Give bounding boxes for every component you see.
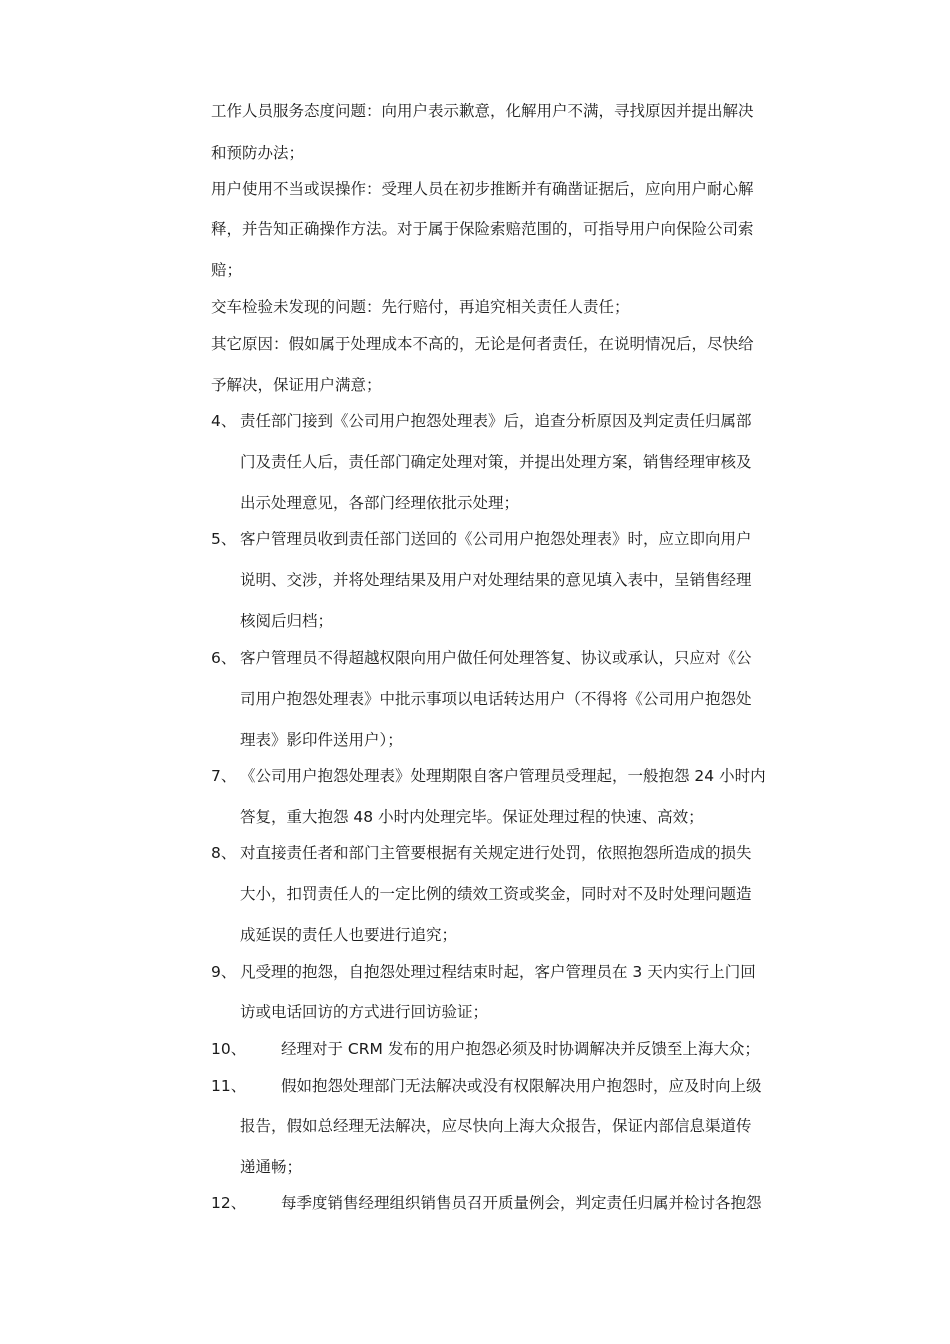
list-item-line: 客户管理员收到责任部门送回的《公司用户抱怨处理表》时，应立即向用户 — [240, 530, 752, 548]
text-line: 用户使用不当或误操作：受理人员在初步推断并有确凿证据后，应向用户耐心解 — [211, 180, 754, 198]
list-item-line: 核阅后归档； — [240, 612, 334, 630]
list-item-line: 说明、交涉，并将处理结果及用户对处理结果的意见填入表中，呈销售经理 — [240, 571, 752, 589]
list-item-line: 成延误的责任人也要进行追究； — [240, 926, 458, 944]
list-item-number: 8、 — [211, 844, 237, 862]
list-item-line: 责任部门接到《公司用户抱怨处理表》后，追查分析原因及判定责任归属部 — [240, 412, 752, 430]
list-item-line: 客户管理员不得超越权限向用户做任何处理答复、协议或承认，只应对《公 — [240, 649, 752, 667]
list-item-line: 对直接责任者和部门主管要根据有关规定进行处罚，依照抱怨所造成的损失 — [240, 844, 752, 862]
list-item-line: 司用户抱怨处理表》中批示事项以电话转达用户（不得将《公司用户抱怨处 — [240, 690, 752, 708]
text-line: 赔； — [211, 261, 243, 279]
text-line: 予解决，保证用户满意； — [211, 376, 382, 394]
list-item-number: 9、 — [211, 963, 237, 981]
list-item-number: 5、 — [211, 530, 237, 548]
text-line: 和预防办法； — [211, 144, 305, 162]
list-item-line: 《公司用户抱怨处理表》处理期限自客户管理员受理起，一般抱怨 24 小时内 — [240, 767, 766, 785]
list-item-line: 递通畅； — [240, 1158, 303, 1176]
text-line: 其它原因：假如属于处理成本不高的，无论是何者责任，在说明情况后，尽快给 — [211, 335, 754, 353]
list-item-number: 7、 — [211, 767, 237, 785]
list-item-number: 12、 — [211, 1194, 247, 1212]
list-item-line: 答复，重大抱怨 48 小时内处理完毕。保证处理过程的快速、高效； — [240, 808, 704, 826]
list-item-line: 假如抱怨处理部门无法解决或没有权限解决用户抱怨时，应及时向上级 — [281, 1077, 762, 1095]
list-item-number: 10、 — [211, 1040, 247, 1058]
list-item-line: 经理对于 CRM 发布的用户抱怨必须及时协调解决并反馈至上海大众； — [281, 1040, 760, 1058]
list-item-line: 凡受理的抱怨，自抱怨处理过程结束时起，客户管理员在 3 天内实行上门回 — [240, 963, 756, 981]
list-item-line: 理表》影印件送用户）； — [240, 731, 403, 749]
text-line: 交车检验未发现的问题：先行赔付，再追究相关责任人责任； — [211, 298, 630, 316]
text-line: 释，并告知正确操作方法。对于属于保险索赔范围的，可指导用户向保险公司索 — [211, 220, 754, 238]
list-item-line: 每季度销售经理组织销售员召开质量例会，判定责任归属并检讨各抱怨 — [281, 1194, 762, 1212]
list-item-line: 出示处理意见，各部门经理依批示处理； — [240, 494, 520, 512]
list-item-line: 报告，假如总经理无法解决，应尽快向上海大众报告，保证内部信息渠道传 — [240, 1117, 752, 1135]
list-item-line: 访或电话回访的方式进行回访验证； — [240, 1003, 489, 1021]
list-item-number: 6、 — [211, 649, 237, 667]
list-item-line: 门及责任人后，责任部门确定处理对策，并提出处理方案，销售经理审核及 — [240, 453, 752, 471]
list-item-number: 11、 — [211, 1077, 247, 1095]
list-item-line: 大小，扣罚责任人的一定比例的绩效工资或奖金，同时对不及时处理问题造 — [240, 885, 752, 903]
text-line: 工作人员服务态度问题：向用户表示歉意，化解用户不满，寻找原因并提出解决 — [211, 102, 754, 120]
list-item-number: 4、 — [211, 412, 237, 430]
